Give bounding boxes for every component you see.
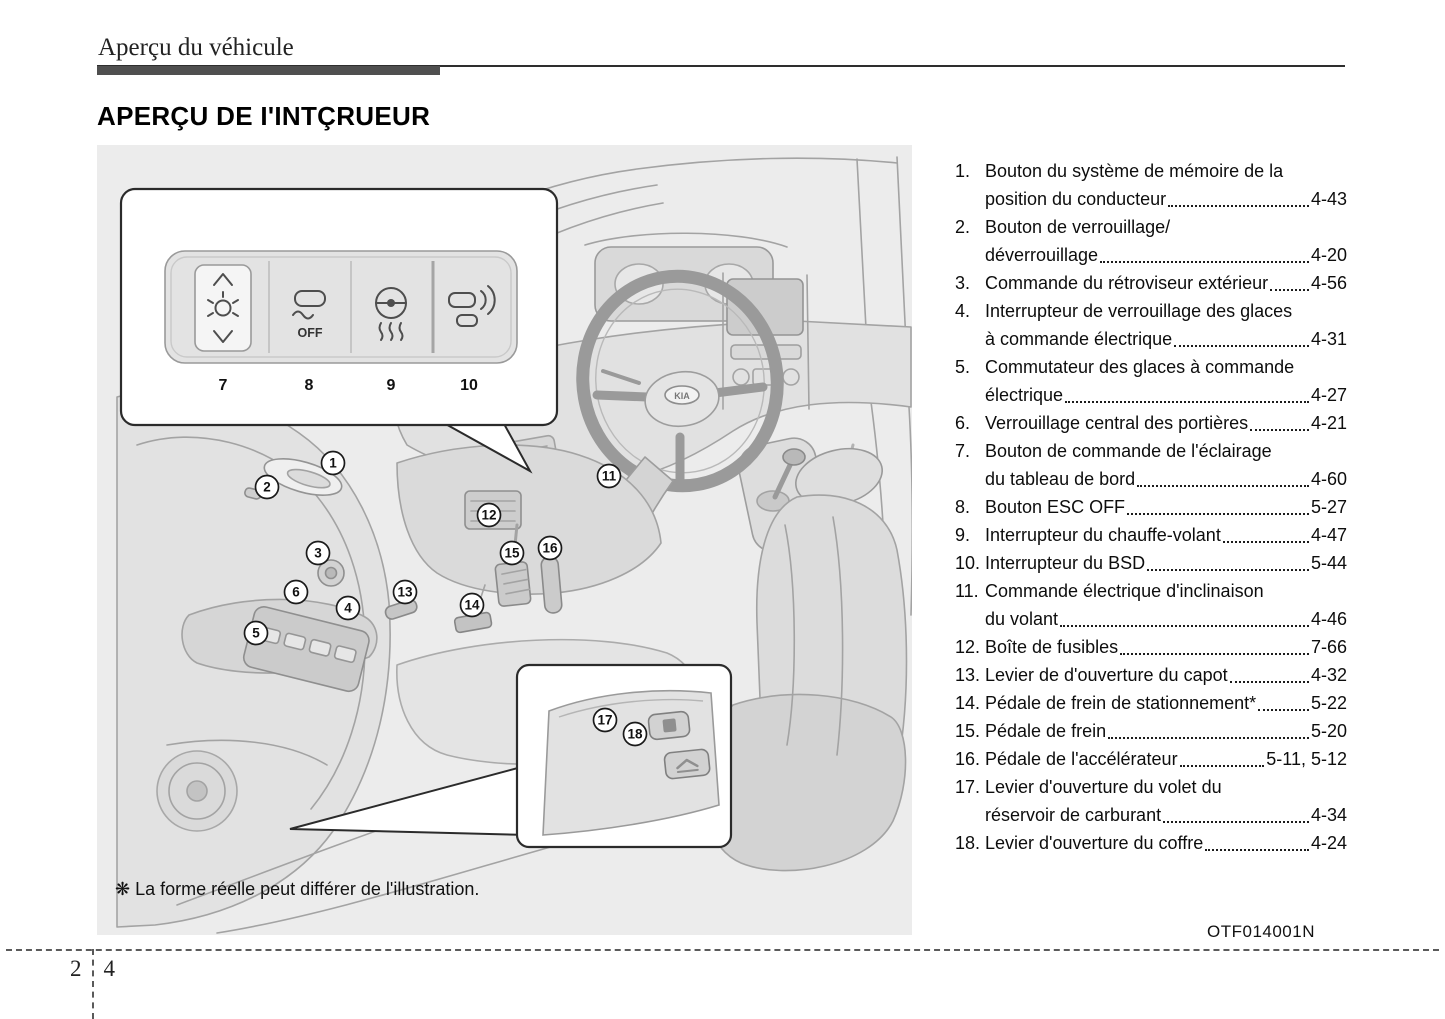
legend-item xyxy=(955,297,1347,353)
legend-item-number: 1. xyxy=(955,161,971,181)
svg-text:1: 1 xyxy=(329,455,337,471)
svg-text:6: 6 xyxy=(292,584,300,600)
legend-item-number: 18. xyxy=(955,833,981,853)
legend-item-text: Bouton ESC OFF xyxy=(985,497,1126,517)
legend-item-number: 2. xyxy=(955,217,971,237)
instrument-panel-brightness-icon xyxy=(195,265,251,351)
legend-item xyxy=(955,269,1347,297)
dot-leader xyxy=(1099,241,1310,269)
legend-item-text: position du conducteur xyxy=(985,189,1167,209)
callout-4 xyxy=(337,597,360,620)
legend-item-page-ref: 5-11, 5-12 xyxy=(1266,749,1347,769)
legend-item-number: 9. xyxy=(955,525,971,545)
legend-item-number: 3. xyxy=(955,273,971,293)
brake-pedal xyxy=(495,561,531,606)
svg-text:11: 11 xyxy=(601,468,617,484)
callout-2 xyxy=(256,476,279,499)
legend-item xyxy=(955,577,1347,633)
legend-item xyxy=(955,409,1347,437)
svg-text:14: 14 xyxy=(464,597,480,613)
svg-text:4: 4 xyxy=(344,600,352,616)
svg-text:16: 16 xyxy=(542,540,558,556)
legend-item-page-ref: 5-44 xyxy=(1310,553,1347,573)
dot-leader xyxy=(1064,381,1310,409)
dot-leader xyxy=(1249,409,1310,437)
legend-item-number: 13. xyxy=(955,665,981,685)
legend-item xyxy=(955,213,1347,269)
legend-item-page-ref: 4-43 xyxy=(1310,189,1347,209)
svg-text:3: 3 xyxy=(314,545,322,561)
legend-item-text: électrique xyxy=(985,385,1064,405)
legend-item-number: 7. xyxy=(955,441,971,461)
svg-text:17: 17 xyxy=(597,712,613,728)
legend-item-text: du volant xyxy=(985,609,1059,629)
legend-item-page-ref: 5-20 xyxy=(1310,721,1347,741)
dot-leader xyxy=(1167,185,1310,213)
callout-18 xyxy=(624,723,647,746)
trunk-release-lever xyxy=(664,749,710,779)
dot-leader xyxy=(1146,549,1310,577)
callout-5 xyxy=(245,622,268,645)
legend-item-text: Pédale de frein de stationnement* xyxy=(985,693,1257,713)
legend-item xyxy=(955,689,1347,717)
legend-item-text: Interrupteur de verrouillage des glaces xyxy=(985,301,1293,321)
legend-item-text: Levier de d'ouverture du capot xyxy=(985,665,1228,685)
chapter-header: Aperçu du véhicule xyxy=(98,34,294,61)
dot-leader xyxy=(1126,493,1310,521)
legend-item-text: Bouton de verrouillage/ xyxy=(985,217,1171,237)
legend-item-number: 12. xyxy=(955,637,981,657)
dot-leader xyxy=(1136,465,1310,493)
legend-item xyxy=(955,493,1347,521)
inset-button-label-8: 8 xyxy=(304,377,314,394)
page-number-page: 4 xyxy=(103,956,115,981)
legend-item-number: 14. xyxy=(955,693,981,713)
inset-button-label-9: 9 xyxy=(386,377,396,394)
legend-item-page-ref: 4-20 xyxy=(1310,245,1347,265)
legend-item-text: Bouton de commande de l'éclairage xyxy=(985,441,1272,461)
figure-code: OTF014001N xyxy=(1207,922,1315,941)
callout-1 xyxy=(322,452,345,475)
callout-3 xyxy=(307,542,330,565)
dot-leader xyxy=(1119,633,1310,661)
legend-item-number: 11. xyxy=(955,581,979,601)
legend-item-number: 8. xyxy=(955,497,971,517)
legend-item-page-ref: 4-34 xyxy=(1310,805,1347,825)
legend-item xyxy=(955,437,1347,493)
legend-item-text: Commutateur des glaces à commande xyxy=(985,357,1295,377)
callout-6 xyxy=(285,581,308,604)
dot-leader xyxy=(1229,661,1310,689)
dot-leader xyxy=(1059,605,1310,633)
dot-leader xyxy=(1257,689,1310,717)
legend-item-text: déverrouillage xyxy=(985,245,1099,265)
inset-button-label-10: 10 xyxy=(460,377,478,394)
svg-text:5: 5 xyxy=(252,625,260,641)
inset-button-label-7: 7 xyxy=(218,377,228,394)
callout-16 xyxy=(539,537,562,560)
legend-item xyxy=(955,717,1347,745)
legend-item-page-ref: 4-24 xyxy=(1310,833,1347,853)
legend-item-page-ref: 4-32 xyxy=(1310,665,1347,685)
svg-text:15: 15 xyxy=(504,545,520,561)
legend-item-page-ref: 4-47 xyxy=(1310,525,1347,545)
legend-item xyxy=(955,745,1347,773)
legend-item-number: 16. xyxy=(955,749,981,769)
legend-item-number: 15. xyxy=(955,721,981,741)
page-title: APERÇU DE I'INTÇRUEUR xyxy=(97,101,431,131)
legend-item xyxy=(955,157,1347,213)
legend-item xyxy=(955,661,1347,689)
kia-logo: KIA xyxy=(674,391,690,401)
legend-item-text: Commande du rétroviseur extérieur xyxy=(985,273,1269,293)
legend-item-text: réservoir de carburant xyxy=(985,805,1162,825)
legend-item-page-ref: 4-60 xyxy=(1310,469,1347,489)
legend-item-page-ref: 4-56 xyxy=(1310,273,1347,293)
legend-item-text: Pédale de l'accélérateur xyxy=(985,749,1178,769)
legend-item-number: 10. xyxy=(955,553,981,573)
figure-box xyxy=(97,145,912,935)
legend-item-text: Levier d'ouverture du coffre xyxy=(985,833,1204,853)
dot-leader xyxy=(1269,269,1310,297)
legend-item-page-ref: 4-31 xyxy=(1310,329,1347,349)
legend-item-number: 17. xyxy=(955,777,981,797)
legend-item-number: 6. xyxy=(955,413,971,433)
door-panel xyxy=(117,391,390,927)
legend-item xyxy=(955,521,1347,549)
dot-leader xyxy=(1204,829,1310,857)
dot-leader xyxy=(1107,717,1310,745)
header-bar xyxy=(97,66,440,75)
page-number-divider xyxy=(92,949,94,1019)
legend-item xyxy=(955,549,1347,577)
legend-item-page-ref: 4-27 xyxy=(1310,385,1347,405)
callout-14 xyxy=(461,594,484,617)
legend-item-text: Interrupteur du chauffe-volant xyxy=(985,525,1221,545)
legend-list xyxy=(955,157,1347,857)
page-number xyxy=(70,949,115,1019)
footer-divider xyxy=(6,949,1439,951)
callout-11 xyxy=(598,465,621,488)
legend-item-text: Bouton du système de mémoire de la xyxy=(985,161,1284,181)
dot-leader xyxy=(1162,801,1310,829)
dot-leader xyxy=(1179,745,1266,773)
legend-item-text: Verrouillage central des portières xyxy=(985,413,1249,433)
callout-13 xyxy=(394,581,417,604)
legend-item-text: Interrupteur du BSD xyxy=(985,553,1146,573)
dot-leader xyxy=(1222,521,1310,549)
svg-text:2: 2 xyxy=(263,479,271,495)
figure-footnote: ❋ La forme réelle peut différer de l'illustration. xyxy=(115,879,480,899)
svg-text:12: 12 xyxy=(481,507,497,523)
legend-item-text: du tableau de bord xyxy=(985,469,1136,489)
driver-seat xyxy=(703,440,907,870)
legend-item-text: à commande électrique xyxy=(985,329,1173,349)
legend-item-text: Commande électrique d'inclinaison xyxy=(985,581,1264,601)
callout-17 xyxy=(594,709,617,732)
callout-12 xyxy=(478,504,501,527)
legend-item xyxy=(955,773,1347,829)
car-interior-illustration xyxy=(97,145,912,935)
legend-item-page-ref: 7-66 xyxy=(1310,637,1347,657)
legend-item xyxy=(955,829,1347,857)
svg-text:13: 13 xyxy=(397,584,413,600)
legend-item-text: Boîte de fusibles xyxy=(985,637,1119,657)
legend-item-page-ref: 5-22 xyxy=(1310,693,1347,713)
callout-15 xyxy=(501,542,524,565)
esc-off-label: OFF xyxy=(297,326,323,340)
legend-item-number: 4. xyxy=(955,301,971,321)
legend-item xyxy=(955,633,1347,661)
legend-item-page-ref: 4-21 xyxy=(1310,413,1347,433)
legend-item-text: Levier d'ouverture du volet du xyxy=(985,777,1222,797)
dot-leader xyxy=(1173,325,1310,353)
fuel-door-release-lever xyxy=(648,711,690,740)
legend-item xyxy=(955,353,1347,409)
legend-item-text: Pédale de frein xyxy=(985,721,1107,741)
legend-item-page-ref: 5-27 xyxy=(1310,497,1347,517)
legend-item-page-ref: 4-46 xyxy=(1310,609,1347,629)
page-number-section: 2 xyxy=(70,956,82,981)
svg-text:18: 18 xyxy=(627,726,643,742)
legend-item-number: 5. xyxy=(955,357,971,377)
